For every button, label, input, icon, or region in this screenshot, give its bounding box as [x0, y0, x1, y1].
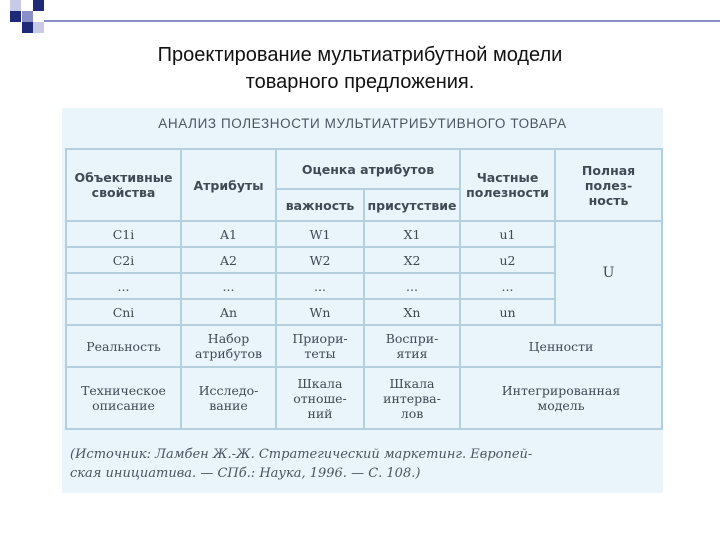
cell-attribute: ...: [181, 273, 276, 299]
source-citation: [70, 445, 655, 483]
square-dark: [10, 11, 21, 22]
square-dark: [22, 22, 33, 33]
cell-partial-utility: ...: [460, 273, 555, 299]
table-row-description: [66, 367, 662, 429]
cell-ratio-scale: Шкала отноше- ний: [276, 367, 364, 429]
cell-importance: Wn: [276, 299, 364, 325]
cell-importance: W2: [276, 247, 364, 273]
source-line-1: (Источник: Ламбен Ж.-Ж. Стратегический маркетинг. Европей-: [70, 447, 533, 462]
cell-property: C2i: [66, 247, 181, 273]
cell-perceptions: Воспри- ятия: [364, 325, 460, 367]
cell-priorities: Приори- теты: [276, 325, 364, 367]
cell-attribute: A2: [181, 247, 276, 273]
cell-presence: Xn: [364, 299, 460, 325]
cell-values: Ценности: [460, 325, 662, 367]
scanned-figure: [62, 108, 663, 493]
header-attributes: Атрибуты: [181, 149, 276, 221]
slide-title: [60, 42, 660, 96]
square-light: [22, 11, 33, 22]
title-line-1: Проектирование мультиатрибутной модели: [157, 44, 563, 66]
square-light: [10, 0, 21, 11]
cell-research: Исследо- вание: [181, 367, 276, 429]
title-line-2: товарного предложения.: [245, 71, 475, 93]
square-dark: [33, 0, 44, 11]
cell-attribute: A1: [181, 221, 276, 247]
cell-importance: W1: [276, 221, 364, 247]
cell-presence: ...: [364, 273, 460, 299]
header-total-utility: Полная полез- ность: [555, 149, 662, 221]
cell-reality: Реальность: [66, 325, 181, 367]
cell-interval-scale: Шкала интерва- лов: [364, 367, 460, 429]
header-objective-properties: Объективные свойства: [66, 149, 181, 221]
cell-technical-description: Техническое описание: [66, 367, 181, 429]
source-line-2: ская инициатива. — СПб.: Наука, 1996. — С. 108.): [70, 466, 421, 481]
cell-partial-utility: un: [460, 299, 555, 325]
table-row: [66, 221, 662, 247]
header-presence: присутствие: [364, 189, 460, 221]
header-importance: важность: [276, 189, 364, 221]
cell-partial-utility: u2: [460, 247, 555, 273]
cell-attribute-set: Набор атрибутов: [181, 325, 276, 367]
cell-attribute: An: [181, 299, 276, 325]
cell-integrated-model: Интегрированная модель: [460, 367, 662, 429]
cell-property: Cni: [66, 299, 181, 325]
cell-partial-utility: u1: [460, 221, 555, 247]
cell-property: ...: [66, 273, 181, 299]
header-partial-utilities: Частные полезности: [460, 149, 555, 221]
table-header-row: [66, 149, 662, 189]
cell-total-utility: U: [555, 221, 662, 325]
cell-presence: X1: [364, 221, 460, 247]
decorative-squares: [0, 0, 60, 44]
cell-importance: ...: [276, 273, 364, 299]
figure-heading: АНАЛИЗ ПОЛЕЗНОСТИ МУЛЬТИАТРИБУТИВНОГО ТОВАРА: [158, 116, 567, 131]
table-row-reality: [66, 325, 662, 367]
square-light: [33, 22, 44, 33]
header-rule: [44, 20, 720, 22]
cell-property: C1i: [66, 221, 181, 247]
header-attribute-evaluation: Оценка атрибутов: [276, 149, 460, 189]
cell-presence: X2: [364, 247, 460, 273]
utility-analysis-table: [65, 148, 663, 430]
